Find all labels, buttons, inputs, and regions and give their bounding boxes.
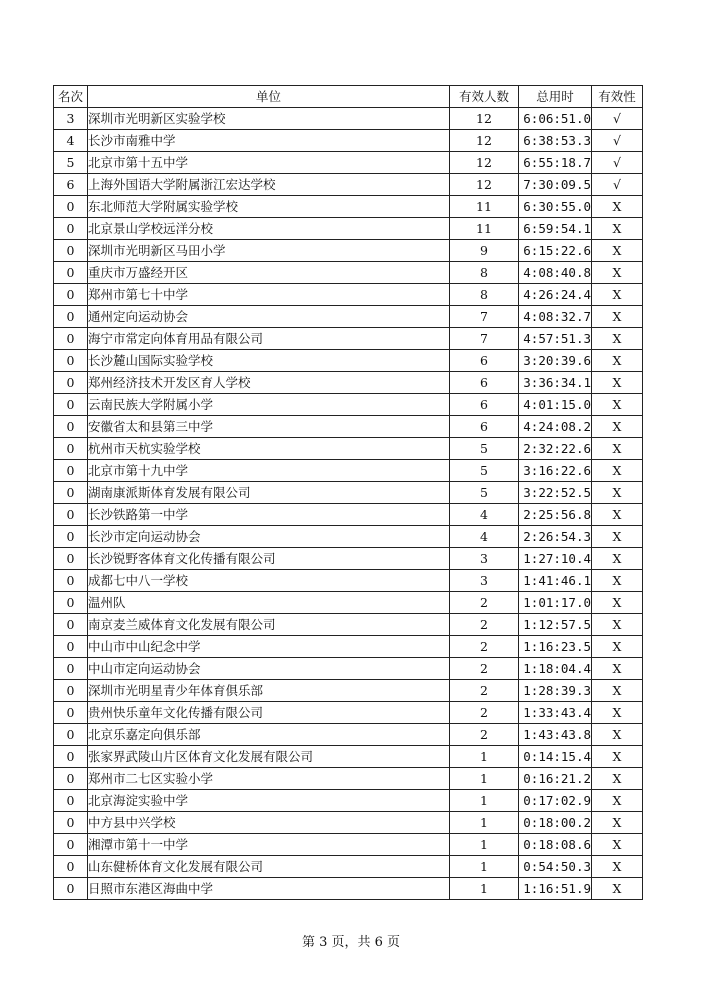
count-cell: 2 bbox=[450, 724, 519, 746]
validity-cell: X bbox=[592, 416, 643, 438]
count-cell: 3 bbox=[450, 570, 519, 592]
unit-cell: 长沙麓山国际实验学校 bbox=[88, 350, 450, 372]
rank-cell: 0 bbox=[54, 328, 88, 350]
unit-cell: 湖南康派斯体育发展有限公司 bbox=[88, 482, 450, 504]
count-cell: 4 bbox=[450, 504, 519, 526]
validity-cell: X bbox=[592, 482, 643, 504]
table-row bbox=[54, 350, 643, 372]
table-row bbox=[54, 592, 643, 614]
count-cell: 5 bbox=[450, 460, 519, 482]
table-row bbox=[54, 174, 643, 196]
header-rank: 名次 bbox=[54, 86, 88, 108]
validity-cell: √ bbox=[592, 130, 643, 152]
table-row bbox=[54, 438, 643, 460]
count-cell: 12 bbox=[450, 108, 519, 130]
validity-cell: X bbox=[592, 856, 643, 878]
count-cell: 2 bbox=[450, 702, 519, 724]
table-row bbox=[54, 636, 643, 658]
time-cell: 0:14:15.4 bbox=[519, 746, 592, 768]
unit-cell: 温州队 bbox=[88, 592, 450, 614]
table-header-row bbox=[54, 86, 643, 108]
rank-cell: 0 bbox=[54, 658, 88, 680]
count-cell: 2 bbox=[450, 592, 519, 614]
count-cell: 1 bbox=[450, 878, 519, 900]
rank-cell: 4 bbox=[54, 130, 88, 152]
table-row bbox=[54, 306, 643, 328]
time-cell: 1:41:46.1 bbox=[519, 570, 592, 592]
validity-cell: X bbox=[592, 438, 643, 460]
table-row bbox=[54, 724, 643, 746]
table-row bbox=[54, 482, 643, 504]
rank-cell: 0 bbox=[54, 592, 88, 614]
unit-cell: 湘潭市第十一中学 bbox=[88, 834, 450, 856]
time-cell: 1:28:39.3 bbox=[519, 680, 592, 702]
validity-cell: X bbox=[592, 394, 643, 416]
count-cell: 8 bbox=[450, 284, 519, 306]
validity-cell: X bbox=[592, 284, 643, 306]
time-cell: 6:59:54.1 bbox=[519, 218, 592, 240]
time-cell: 6:38:53.3 bbox=[519, 130, 592, 152]
rank-cell: 0 bbox=[54, 834, 88, 856]
rank-cell: 0 bbox=[54, 548, 88, 570]
validity-cell: X bbox=[592, 834, 643, 856]
count-cell: 8 bbox=[450, 262, 519, 284]
table-row bbox=[54, 218, 643, 240]
time-cell: 3:20:39.6 bbox=[519, 350, 592, 372]
unit-cell: 郑州经济技术开发区育人学校 bbox=[88, 372, 450, 394]
count-cell: 11 bbox=[450, 218, 519, 240]
validity-cell: X bbox=[592, 372, 643, 394]
unit-cell: 东北师范大学附属实验学校 bbox=[88, 196, 450, 218]
count-cell: 1 bbox=[450, 790, 519, 812]
unit-cell: 海宁市常定向体育用品有限公司 bbox=[88, 328, 450, 350]
time-cell: 3:36:34.1 bbox=[519, 372, 592, 394]
count-cell: 4 bbox=[450, 526, 519, 548]
count-cell: 6 bbox=[450, 350, 519, 372]
validity-cell: X bbox=[592, 240, 643, 262]
rank-cell: 0 bbox=[54, 878, 88, 900]
table-row bbox=[54, 152, 643, 174]
unit-cell: 中方县中兴学校 bbox=[88, 812, 450, 834]
unit-cell: 长沙市定向运动协会 bbox=[88, 526, 450, 548]
unit-cell: 山东健桥体育文化发展有限公司 bbox=[88, 856, 450, 878]
rank-cell: 6 bbox=[54, 174, 88, 196]
count-cell: 2 bbox=[450, 636, 519, 658]
rank-cell: 0 bbox=[54, 614, 88, 636]
time-cell: 2:32:22.6 bbox=[519, 438, 592, 460]
validity-cell: √ bbox=[592, 174, 643, 196]
validity-cell: X bbox=[592, 636, 643, 658]
validity-cell: X bbox=[592, 460, 643, 482]
time-cell: 1:33:43.4 bbox=[519, 702, 592, 724]
time-cell: 1:16:51.9 bbox=[519, 878, 592, 900]
validity-cell: √ bbox=[592, 152, 643, 174]
validity-cell: X bbox=[592, 526, 643, 548]
validity-cell: X bbox=[592, 790, 643, 812]
time-cell: 3:22:52.5 bbox=[519, 482, 592, 504]
count-cell: 2 bbox=[450, 658, 519, 680]
unit-cell: 中山市中山纪念中学 bbox=[88, 636, 450, 658]
rank-cell: 0 bbox=[54, 746, 88, 768]
rank-cell: 0 bbox=[54, 680, 88, 702]
table-row bbox=[54, 812, 643, 834]
results-table bbox=[53, 85, 643, 900]
unit-cell: 重庆市万盛经开区 bbox=[88, 262, 450, 284]
rank-cell: 0 bbox=[54, 416, 88, 438]
rank-cell: 0 bbox=[54, 636, 88, 658]
time-cell: 2:25:56.8 bbox=[519, 504, 592, 526]
time-cell: 6:15:22.6 bbox=[519, 240, 592, 262]
header-unit: 单位 bbox=[88, 86, 450, 108]
time-cell: 4:24:08.2 bbox=[519, 416, 592, 438]
count-cell: 9 bbox=[450, 240, 519, 262]
unit-cell: 通州定向运动协会 bbox=[88, 306, 450, 328]
validity-cell: X bbox=[592, 570, 643, 592]
validity-cell: X bbox=[592, 306, 643, 328]
time-cell: 1:12:57.5 bbox=[519, 614, 592, 636]
table-row bbox=[54, 878, 643, 900]
unit-cell: 长沙锐野客体育文化传播有限公司 bbox=[88, 548, 450, 570]
unit-cell: 北京乐嘉定向俱乐部 bbox=[88, 724, 450, 746]
rank-cell: 0 bbox=[54, 240, 88, 262]
table-row bbox=[54, 834, 643, 856]
table-row bbox=[54, 548, 643, 570]
validity-cell: √ bbox=[592, 108, 643, 130]
header-valid: 有效性 bbox=[592, 86, 643, 108]
table-row bbox=[54, 768, 643, 790]
table-row bbox=[54, 394, 643, 416]
rank-cell: 0 bbox=[54, 812, 88, 834]
unit-cell: 日照市东港区海曲中学 bbox=[88, 878, 450, 900]
unit-cell: 深圳市光明星青少年体育俱乐部 bbox=[88, 680, 450, 702]
validity-cell: X bbox=[592, 768, 643, 790]
count-cell: 7 bbox=[450, 328, 519, 350]
rank-cell: 0 bbox=[54, 438, 88, 460]
validity-cell: X bbox=[592, 878, 643, 900]
table-row bbox=[54, 262, 643, 284]
table-row bbox=[54, 130, 643, 152]
rank-cell: 0 bbox=[54, 570, 88, 592]
count-cell: 1 bbox=[450, 768, 519, 790]
count-cell: 12 bbox=[450, 152, 519, 174]
count-cell: 2 bbox=[450, 614, 519, 636]
unit-cell: 北京景山学校远洋分校 bbox=[88, 218, 450, 240]
time-cell: 1:27:10.4 bbox=[519, 548, 592, 570]
count-cell: 6 bbox=[450, 394, 519, 416]
validity-cell: X bbox=[592, 614, 643, 636]
time-cell: 4:01:15.0 bbox=[519, 394, 592, 416]
table-row bbox=[54, 570, 643, 592]
count-cell: 5 bbox=[450, 482, 519, 504]
validity-cell: X bbox=[592, 658, 643, 680]
rank-cell: 0 bbox=[54, 196, 88, 218]
unit-cell: 张家界武陵山片区体育文化发展有限公司 bbox=[88, 746, 450, 768]
rank-cell: 5 bbox=[54, 152, 88, 174]
unit-cell: 北京市第十九中学 bbox=[88, 460, 450, 482]
time-cell: 3:16:22.6 bbox=[519, 460, 592, 482]
validity-cell: X bbox=[592, 724, 643, 746]
count-cell: 12 bbox=[450, 174, 519, 196]
unit-cell: 杭州市天杭实验学校 bbox=[88, 438, 450, 460]
time-cell: 1:16:23.5 bbox=[519, 636, 592, 658]
table-row bbox=[54, 108, 643, 130]
unit-cell: 长沙市南雅中学 bbox=[88, 130, 450, 152]
count-cell: 5 bbox=[450, 438, 519, 460]
validity-cell: X bbox=[592, 328, 643, 350]
time-cell: 6:30:55.0 bbox=[519, 196, 592, 218]
validity-cell: X bbox=[592, 218, 643, 240]
time-cell: 0:17:02.9 bbox=[519, 790, 592, 812]
validity-cell: X bbox=[592, 702, 643, 724]
table-row bbox=[54, 702, 643, 724]
unit-cell: 安徽省太和县第三中学 bbox=[88, 416, 450, 438]
rank-cell: 0 bbox=[54, 394, 88, 416]
table-row bbox=[54, 240, 643, 262]
validity-cell: X bbox=[592, 350, 643, 372]
table-row bbox=[54, 746, 643, 768]
validity-cell: X bbox=[592, 196, 643, 218]
page-footer: 第 3 页，共 6 页 bbox=[301, 935, 401, 950]
time-cell: 6:55:18.7 bbox=[519, 152, 592, 174]
unit-cell: 北京市第十五中学 bbox=[88, 152, 450, 174]
unit-cell: 深圳市光明新区马田小学 bbox=[88, 240, 450, 262]
count-cell: 12 bbox=[450, 130, 519, 152]
rank-cell: 0 bbox=[54, 790, 88, 812]
rank-cell: 0 bbox=[54, 504, 88, 526]
time-cell: 4:08:32.7 bbox=[519, 306, 592, 328]
unit-cell: 南京麦兰威体育文化发展有限公司 bbox=[88, 614, 450, 636]
count-cell: 1 bbox=[450, 812, 519, 834]
rank-cell: 0 bbox=[54, 768, 88, 790]
count-cell: 7 bbox=[450, 306, 519, 328]
unit-cell: 长沙铁路第一中学 bbox=[88, 504, 450, 526]
unit-cell: 中山市定向运动协会 bbox=[88, 658, 450, 680]
table-row bbox=[54, 460, 643, 482]
rank-cell: 0 bbox=[54, 460, 88, 482]
time-cell: 1:43:43.8 bbox=[519, 724, 592, 746]
unit-cell: 郑州市二七区实验小学 bbox=[88, 768, 450, 790]
table-row bbox=[54, 372, 643, 394]
table-row bbox=[54, 658, 643, 680]
unit-cell: 成都七中八一学校 bbox=[88, 570, 450, 592]
count-cell: 1 bbox=[450, 834, 519, 856]
time-cell: 1:18:04.4 bbox=[519, 658, 592, 680]
rank-cell: 0 bbox=[54, 218, 88, 240]
count-cell: 11 bbox=[450, 196, 519, 218]
unit-cell: 郑州市第七十中学 bbox=[88, 284, 450, 306]
time-cell: 0:54:50.3 bbox=[519, 856, 592, 878]
validity-cell: X bbox=[592, 262, 643, 284]
time-cell: 2:26:54.3 bbox=[519, 526, 592, 548]
rank-cell: 0 bbox=[54, 724, 88, 746]
table-row bbox=[54, 526, 643, 548]
validity-cell: X bbox=[592, 548, 643, 570]
table-row bbox=[54, 856, 643, 878]
rank-cell: 0 bbox=[54, 284, 88, 306]
count-cell: 6 bbox=[450, 372, 519, 394]
rank-cell: 0 bbox=[54, 306, 88, 328]
time-cell: 7:30:09.5 bbox=[519, 174, 592, 196]
table-row bbox=[54, 790, 643, 812]
rank-cell: 0 bbox=[54, 526, 88, 548]
rank-cell: 0 bbox=[54, 372, 88, 394]
table-row bbox=[54, 416, 643, 438]
table-row bbox=[54, 614, 643, 636]
time-cell: 0:18:08.6 bbox=[519, 834, 592, 856]
unit-cell: 深圳市光明新区实验学校 bbox=[88, 108, 450, 130]
validity-cell: X bbox=[592, 504, 643, 526]
time-cell: 0:16:21.2 bbox=[519, 768, 592, 790]
rank-cell: 0 bbox=[54, 702, 88, 724]
table-row bbox=[54, 328, 643, 350]
rank-cell: 0 bbox=[54, 482, 88, 504]
validity-cell: X bbox=[592, 812, 643, 834]
count-cell: 2 bbox=[450, 680, 519, 702]
validity-cell: X bbox=[592, 746, 643, 768]
rank-cell: 3 bbox=[54, 108, 88, 130]
time-cell: 6:06:51.0 bbox=[519, 108, 592, 130]
table-row bbox=[54, 284, 643, 306]
table-row bbox=[54, 680, 643, 702]
unit-cell: 北京海淀实验中学 bbox=[88, 790, 450, 812]
validity-cell: X bbox=[592, 680, 643, 702]
table-body bbox=[54, 108, 643, 900]
unit-cell: 贵州快乐童年文化传播有限公司 bbox=[88, 702, 450, 724]
count-cell: 3 bbox=[450, 548, 519, 570]
unit-cell: 云南民族大学附属小学 bbox=[88, 394, 450, 416]
unit-cell: 上海外国语大学附属浙江宏达学校 bbox=[88, 174, 450, 196]
rank-cell: 0 bbox=[54, 856, 88, 878]
table-row bbox=[54, 196, 643, 218]
count-cell: 1 bbox=[450, 746, 519, 768]
time-cell: 4:26:24.4 bbox=[519, 284, 592, 306]
time-cell: 4:57:51.3 bbox=[519, 328, 592, 350]
rank-cell: 0 bbox=[54, 262, 88, 284]
time-cell: 4:08:40.8 bbox=[519, 262, 592, 284]
validity-cell: X bbox=[592, 592, 643, 614]
rank-cell: 0 bbox=[54, 350, 88, 372]
time-cell: 0:18:00.2 bbox=[519, 812, 592, 834]
header-time: 总用时 bbox=[519, 86, 592, 108]
count-cell: 1 bbox=[450, 856, 519, 878]
table-row bbox=[54, 504, 643, 526]
header-count: 有效人数 bbox=[450, 86, 519, 108]
time-cell: 1:01:17.0 bbox=[519, 592, 592, 614]
count-cell: 6 bbox=[450, 416, 519, 438]
